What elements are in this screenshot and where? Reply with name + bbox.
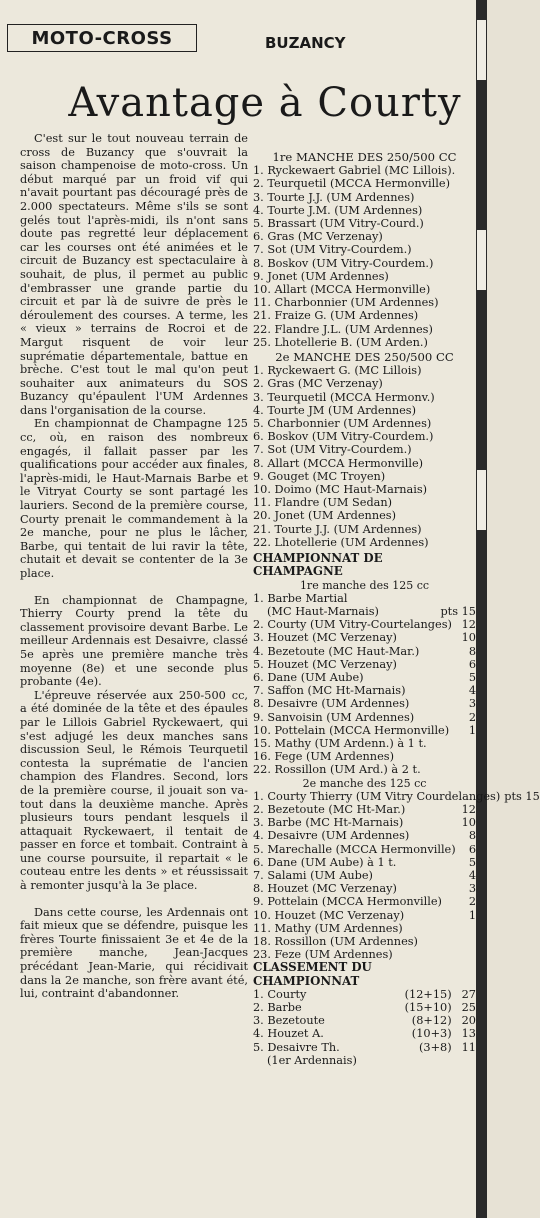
result-line [253,829,476,842]
adjacent-page-edge [476,0,487,1218]
result-points: 20 [461,1014,476,1028]
result-entry: 15. Mathy (UM Ardenn.) à 1 t. [253,736,427,750]
result-detail: (10+3) [411,1027,452,1041]
result-points: 6 [468,657,476,671]
result-points: 25 [461,1001,476,1014]
result-line [253,1014,476,1027]
article-paragraph: En championnat de Champagne, Thierry Courty prend la tête du classement provisoire devant Barbe. Le meilleur Ardennais est Desaivre, classé 5e après une première manche très moyenne (8e) et une seconde plus probante (4e). [20,593,248,689]
result-line: 11. Charbonnier (UM Ardennes) [253,296,439,310]
result-entry: 5. Marechalle (MCCA Hermonville) [253,842,456,856]
result-line: 22. Flandre J.L. (UM Ardennes) [253,322,433,336]
result-entry: 4. Houzet A. [253,1027,324,1041]
result-line [253,724,476,737]
result-line: 10. Allart (MCCA Hermonville) [253,283,431,297]
result-entry: 8. Desaivre (UM Ardennes) [253,697,410,711]
result-points: 3 [468,697,476,711]
champ-manche1-results [253,592,476,777]
result-line [253,816,476,829]
result-line: 7. Sot (UM Vitry-Courdem.) [253,243,412,257]
article-body [20,132,248,1001]
result-entry: 3. Bezetoute [253,1014,325,1028]
result-line: 21. Fraize G. (UM Ardennes) [253,309,419,323]
result-line: 20. Jonet (UM Ardennes) [253,509,396,523]
result-entry: 18. Rossillon (UM Ardennes) [253,934,418,948]
result-points: pts 15 [440,604,476,618]
result-line: 9. Jonet (UM Ardennes) [253,269,389,283]
result-entry: 16. Fege (UM Ardennes) [253,750,394,764]
result-entry: 1. Courty Thierry (UM Vitry Courdelanges) [253,789,501,803]
result-line [253,658,476,671]
result-line: 6. Boskov (UM Vitry-Courdem.) [253,430,434,444]
result-entry: 9. Sanvoisin (UM Ardennes) [253,710,415,724]
result-points: 2 [468,895,476,909]
section-rubric: MOTO-CROSS [7,24,197,52]
result-entry: 7. Saffon (MC Ht-Marnais) [253,684,406,698]
dateline-place: BUZANCY [265,34,346,52]
result-line [253,1041,476,1054]
result-points [472,763,476,776]
result-line: 4. Tourte JM (UM Ardennes) [253,403,417,417]
result-detail: (12+15) [404,987,452,1001]
result-points: 10 [461,631,476,645]
result-entry: 2. Bezetoute (MC Ht-Mar.) [253,802,406,816]
result-line [253,856,476,869]
result-points: 27 [461,987,476,1001]
manche1-heading: 1re MANCHE DES 250/500 CC [272,150,457,164]
result-points [472,737,476,750]
result-line [253,935,476,948]
result-line [253,645,476,658]
results-column [253,150,540,1067]
championnat-heading: CHAMPIONNAT DE CHAMPAGNE [253,551,383,579]
result-points: 1 [468,908,476,922]
result-entry: 7. Salami (UM Aube) [253,868,373,882]
result-points: 1 [468,723,476,737]
result-points: 4 [468,684,476,698]
result-points: 8 [468,644,476,658]
classement-heading: CLASSEMENT DU CHAMPIONNAT [253,960,372,988]
result-points [472,592,476,605]
result-entry: 3. Barbe (MC Ht-Marnais) [253,816,404,830]
result-line: 9. Gouget (MC Troyen) [253,469,386,483]
result-detail: (8+12) [411,1014,452,1028]
result-points: 3 [468,882,476,896]
result-line [253,697,476,710]
champ-manche1-heading: 1re manche des 125 cc [299,578,430,592]
result-line: 4. Tourte J.M. (UM Ardennes) [253,203,423,217]
result-line [253,895,476,908]
result-line: 6. Gras (MC Verzenay) [253,230,383,244]
result-entry: 10. Pottelain (MCCA Hermonville) [253,723,450,737]
result-line [253,737,476,750]
result-entry: 1. Courty [253,987,307,1001]
champ-manche2-results [253,789,540,962]
result-line: 7. Sot (UM Vitry-Courdem.) [253,443,412,457]
result-line: 1. Ryckewaert Gabriel (MC Lillois). [253,164,456,178]
result-entry: 23. Feze (UM Ardennes) [253,948,393,962]
result-entry: 6. Dane (UM Aube) à 1 t. [253,855,397,869]
result-line [253,803,476,816]
result-line [253,763,476,776]
result-line [253,843,476,856]
result-entry: 2. Barbe [253,1001,302,1014]
result-line [253,909,476,922]
result-line: 3. Teurquetil (MCCA Hermonv.) [253,390,435,404]
article-paragraph: C'est sur le tout nouveau terrain de cross de Buzancy que s'ouvrait la saison champenoise de moto-cross. Un début marqué par un froid vif qui n'avait pourtant pas découragé près de 2.000 spectateurs. Même s'ils se sont gelés tout l'après-midi, ils n'ont sans doute pas regretté leur déplacement car les courses ont été animées et le circuit de Buzancy est spectaculaire à souhait, de plus, il permet au public d'embrasser une grande partie du circuit et par là de suivre de près le déroulement des courses. A terme, les « vieux » terrains de Rocroi et de Margut risquent de voir leur suprématie départementale, battue en brèche. C'est tout le mal qu'on peut souhaiter aux animateurs du SOS Buzancy qu'épaulent l'UM Ardennes dans l'organisation de la course. [20,132,248,417]
result-detail: (15+10) [404,1001,452,1014]
result-entry: 11. Mathy (UM Ardennes) [253,921,403,935]
article-paragraph: Dans cette course, les Ardennais ont fait mieux que se défendre, puisque les frères Tourte finissaient 3e et 4e de la première manche, Jean-Jacques précédant Jean-Marie, qui récidivait dans la 2e manche, son frère avant été, lui, contraint d'abandonner. [20,905,248,1001]
result-line [253,1001,476,1014]
result-points: 10 [461,816,476,830]
result-line: 2. Gras (MC Verzenay) [253,377,383,391]
result-line [253,684,476,697]
result-line: 5. Charbonnier (UM Ardennes) [253,417,432,431]
result-entry: 4. Desaivre (UM Ardennes) [253,829,410,843]
result-line: 11. Flandre (UM Sedan) [253,496,393,510]
result-line [253,750,476,763]
result-line [253,1054,476,1067]
article-paragraph: L'épreuve réservée aux 250-500 cc, a été dominée de la tête et des épaules par le Lillois Gabriel Ryckewaert, qui s'est adjugé les deux manches sans discussion Seul, le Rémois Teurquetil contesta la suprématie de l'ancien champion des Flandres. Second, lors de la première course, il jouait son va-tout dans la deuxième manche. Après plusieurs tours pendant lesquels il attaquait Ryckewaert, il tentait de passer en force et tombait. Contraint à une course poursuite, il repartait « le couteau entre les dents » et réussissait à remonter jusqu'à la 3e place. [20,688,248,893]
result-points [472,948,476,961]
result-entry: 22. Rossillon (UM Ard.) à 2 t. [253,763,421,777]
result-entry: 4. Bezetoute (MC Haut-Mar.) [253,644,420,658]
result-detail: (3+8) [418,1040,452,1054]
result-line: 25. Lhotellerie B. (UM Arden.) [253,335,428,349]
result-line: 21. Tourte J.J. (UM Ardennes) [253,522,422,536]
result-entry: 5. Desaivre Th. [253,1040,340,1054]
result-points: pts 15 [504,789,540,803]
result-line: 8. Boskov (UM Vitry-Courdem.) [253,256,434,270]
result-line [253,882,476,895]
result-entry: 2. Courty (UM Vitry-Courtelanges) [253,618,452,632]
result-line: 2. Teurquetil (MCCA Hermonville) [253,177,450,191]
result-entry: (MC Haut-Marnais) [267,604,379,618]
result-entry: (1er Ardennais) [267,1053,357,1067]
result-line [253,605,476,618]
result-line: 3. Tourte J.J. (UM Ardennes) [253,190,415,204]
result-line [253,631,476,644]
result-points: 5 [468,855,476,869]
result-points: 11 [461,1040,476,1054]
result-points: 13 [461,1027,476,1041]
article-headline: Avantage à Courty [68,80,462,126]
classement-results [253,988,476,1067]
result-line [253,671,476,684]
result-entry: 6. Dane (UM Aube) [253,670,364,684]
result-line [253,789,540,803]
result-line [253,618,476,631]
result-entry: 9. Pottelain (MCCA Hermonville) [253,895,442,909]
manche2-heading: 2e MANCHE DES 250/500 CC [275,350,454,365]
result-points: 8 [468,829,476,843]
result-points [472,922,476,935]
result-line [253,711,476,724]
result-entry: 5. Houzet (MC Verzenay) [253,657,397,671]
result-line [253,922,476,935]
result-line: 10. Doimo (MC Haut-Marnais) [253,483,428,497]
result-line [253,869,476,882]
result-points [472,1054,476,1067]
result-points: 12 [461,618,476,632]
manche2-results [253,364,476,549]
result-entry: 3. Houzet (MC Verzenay) [253,631,397,645]
result-points [472,750,476,763]
result-line: 8. Allart (MCCA Hermonville) [253,456,424,470]
result-line [253,1027,476,1040]
result-points: 6 [468,842,476,856]
result-points: 12 [461,802,476,816]
result-line: 22. Lhotellerie (UM Ardennes) [253,535,429,549]
result-line [253,592,476,605]
result-line: 1. Ryckewaert G. (MC Lillois) [253,364,422,378]
result-entry: 8. Houzet (MC Verzenay) [253,882,397,896]
champ-manche2-heading: 2e manche des 125 cc [302,776,427,790]
result-line: 5. Brassart (UM Vitry-Courd.) [253,217,424,231]
result-entry: 10. Houzet (MC Verzenay) [253,908,405,922]
result-entry: 1. Barbe Martial [253,591,348,605]
result-points: 2 [468,710,476,724]
result-points: 4 [468,868,476,882]
article-paragraph: En championnat de Champagne 125 cc, où, en raison des nombreux engagés, il fallait passer par les qualifications pour accéder aux finales, l'après-midi, le Haut-Marnais Barbe et le Vitryat Courty se sont partagé les lauriers. Second de la première course, Courty prenait le commandement à la 2e manche, pour ne plus le lâcher, Barbe, qui tentait de lui ravir la tête, chutait et devait se contenter de la 3e place. [20,417,248,580]
result-line [253,988,476,1001]
manche1-results [253,164,476,349]
result-points [472,935,476,948]
result-points: 5 [468,670,476,684]
